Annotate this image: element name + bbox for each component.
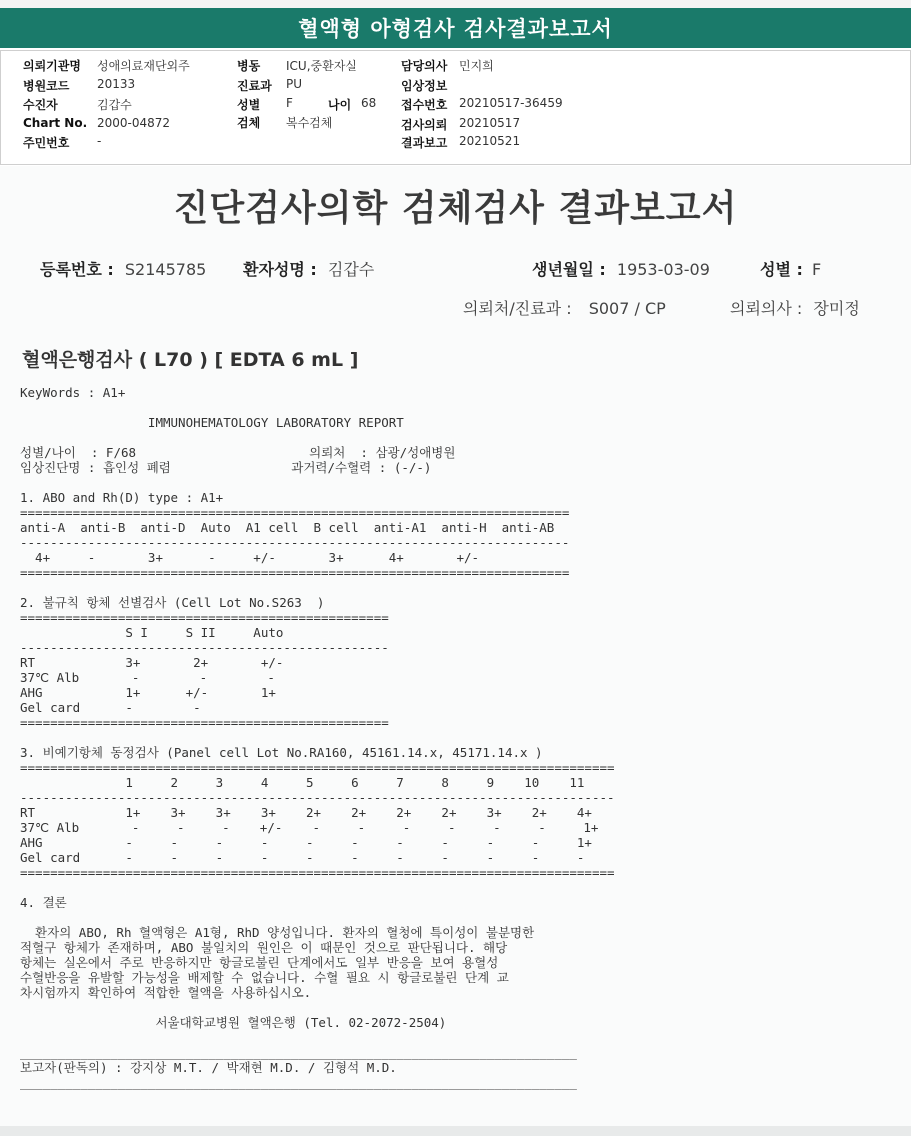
top-strip: [0, 0, 911, 8]
report-line: ===============================================================================: [20, 865, 615, 880]
registration-number: [40, 257, 206, 280]
report-line: =========================================================================: [20, 505, 570, 520]
birth-date-label: 생년월일 :: [532, 260, 606, 279]
report-line: =================================================: [20, 715, 389, 730]
info-value-patient: 김갑수: [97, 98, 132, 112]
report-line: [20, 880, 615, 895]
report-line: [20, 475, 615, 490]
report-line: 1. ABO and Rh(D) type : A1+: [20, 490, 224, 505]
report-line: 3. 비예기항체 동정검사 (Panel cell Lot No.RA160, 45161.14.x, 45171.14.x ): [20, 745, 543, 760]
bottom-strip: [0, 1126, 911, 1136]
report-line: [20, 730, 615, 745]
requesting-doctor-label: 의뢰의사 :: [730, 299, 803, 318]
requesting-doctor-value: 장미정: [813, 299, 860, 318]
report-line: -------------------------------------------------------------------------: [20, 535, 570, 550]
report-line: Gel card - - - - - - - - - - -: [20, 850, 585, 865]
info-label-sex: 성별: [237, 98, 261, 112]
report-line: ===============================================================================: [20, 760, 615, 775]
registration-value: S2145785: [124, 260, 207, 279]
info-label-specimen: 검체: [237, 116, 261, 130]
report-line: 37℃ Alb - - -: [20, 670, 275, 685]
info-value-age: 68: [361, 96, 377, 110]
report-line: 항체는 실온에서 주로 반응하지만 항글로불린 단계에서도 일부 반응을 보여 용혈성: [20, 955, 499, 970]
requesting-dept-value: S007 / CP: [588, 299, 666, 318]
info-label-request-date: 검사의뢰: [401, 118, 448, 132]
report-line: __________________________________________________________________________: [20, 1045, 577, 1060]
report-line: 1 2 3 4 5 6 7 8 9 10 11: [20, 775, 585, 790]
report-line: KeyWords : A1+: [20, 385, 126, 400]
report-line: 성별/나이 : F/68 의뢰처 : 삼광/성애병원: [20, 445, 456, 460]
report-line: __________________________________________________________________________: [20, 1075, 577, 1090]
report-line: RT 3+ 2+ +/-: [20, 655, 284, 670]
info-value-ward: ICU,중환자실: [286, 59, 357, 73]
requesting-dept-label: 의뢰처/진료과 :: [463, 299, 572, 318]
info-label-receipt-no: 접수번호: [401, 98, 448, 112]
report-line: S I S II Auto: [20, 625, 284, 640]
report-line: Gel card - -: [20, 700, 201, 715]
info-label-report-date: 결과보고: [401, 136, 448, 150]
info-label-chart-no: Chart No.: [23, 116, 88, 130]
registration-label: 등록번호 :: [40, 260, 114, 279]
requesting-dept: [463, 296, 666, 319]
sex-label: 성별 :: [760, 260, 803, 279]
info-label-dept: 진료과: [237, 79, 272, 93]
report-line: [20, 910, 615, 925]
report-line: AHG - - - - - - - - - - 1+: [20, 835, 592, 850]
info-value-specimen: 복수검체: [286, 116, 333, 130]
report-line: [20, 1030, 615, 1045]
report-line: 환자의 ABO, Rh 혈액형은 A1형, RhD 양성입니다. 환자의 혈청에 특이성이 불분명한: [20, 925, 535, 940]
birth-date-value: 1953-03-09: [616, 260, 710, 279]
info-value-dept: PU: [286, 77, 303, 91]
report-line: 적혈구 항체가 존재하며, ABO 불일치의 원인은 이 때문인 것으로 판단됩니다. 해당: [20, 940, 508, 955]
report-line: [20, 1000, 615, 1015]
report-line: 4. 결론: [20, 895, 67, 910]
report-line: =================================================: [20, 610, 389, 625]
report-line: 4+ - 3+ - +/- 3+ 4+ +/-: [20, 550, 480, 565]
report-line: [20, 400, 615, 415]
info-value-receipt-no: 20210517-36459: [459, 96, 563, 110]
section-title: 혈액은행검사 ( L70 ) [ EDTA 6 mL ]: [22, 349, 359, 371]
report-line: 차시험까지 확인하여 적합한 혈액을 사용하십시오.: [20, 985, 312, 1000]
info-label-hospital-code: 병원코드: [23, 79, 70, 93]
info-value-chart-no: 2000-04872: [97, 116, 171, 130]
patient-name: [243, 257, 374, 280]
report-line: 37℃ Alb - - - +/- - - - - - - 1+: [20, 820, 599, 835]
requesting-doctor: [730, 296, 860, 319]
info-value-resident-no: -: [97, 134, 102, 148]
info-label-clinical-info: 임상정보: [401, 79, 448, 93]
report-line: anti-A anti-B anti-D Auto A1 cell B cell anti-A1 anti-H anti-AB: [20, 520, 555, 535]
info-label-age: 나이: [328, 98, 352, 112]
info-label-ward: 병동: [237, 59, 261, 73]
info-label-institution: 의뢰기관명: [23, 59, 81, 73]
info-value-sex: F: [286, 96, 293, 110]
report-line: RT 1+ 3+ 3+ 3+ 2+ 2+ 2+ 2+ 3+ 2+ 4+: [20, 805, 592, 820]
report-line: 보고자(판독의) : 강지상 M.T. / 박재현 M.D. / 김형석 M.D.: [20, 1060, 397, 1075]
info-label-patient: 수진자: [23, 98, 58, 112]
report-line: 서울대학교병원 혈액은행 (Tel. 02-2072-2504): [20, 1015, 447, 1030]
info-value-physician: 민지희: [459, 59, 494, 73]
report-banner: 혈액형 아형검사 검사결과보고서: [0, 8, 911, 48]
report-line: =========================================================================: [20, 565, 570, 580]
sex: [760, 257, 821, 280]
info-label-physician: 담당의사: [401, 59, 448, 73]
sex-value: F: [811, 260, 822, 279]
info-value-report-date: 20210521: [459, 134, 521, 148]
report-line: IMMUNOHEMATOLOGY LABORATORY REPORT: [20, 415, 404, 430]
lab-report-body: [20, 385, 615, 1090]
report-line: -------------------------------------------------------------------------------: [20, 790, 615, 805]
report-line: -------------------------------------------------: [20, 640, 389, 655]
report-line: [20, 430, 615, 445]
info-value-hospital-code: 20133: [97, 77, 136, 91]
info-value-institution: 성애의료재단외주: [97, 59, 190, 73]
report-line: AHG 1+ +/- 1+: [20, 685, 276, 700]
birth-date: [532, 257, 710, 280]
report-line: [20, 580, 615, 595]
info-label-resident-no: 주민번호: [23, 136, 70, 150]
patient-name-value: 김갑수: [327, 260, 375, 279]
info-value-request-date: 20210517: [459, 116, 521, 130]
report-line: 2. 불규칙 항체 선별검사 (Cell Lot No.S263 ): [20, 595, 325, 610]
document-title: 진단검사의학 검체검사 결과보고서: [173, 188, 738, 229]
report-line: 임상진단명 : 흡인성 폐렴 과거력/수혈력 : (-/-): [20, 460, 432, 475]
patient-info-panel: [0, 50, 911, 165]
patient-name-label: 환자성명 :: [243, 260, 317, 279]
report-line: 수혈반응을 유발할 가능성을 배제할 수 없습니다. 수혈 필요 시 항글로불린 단계 교: [20, 970, 509, 985]
